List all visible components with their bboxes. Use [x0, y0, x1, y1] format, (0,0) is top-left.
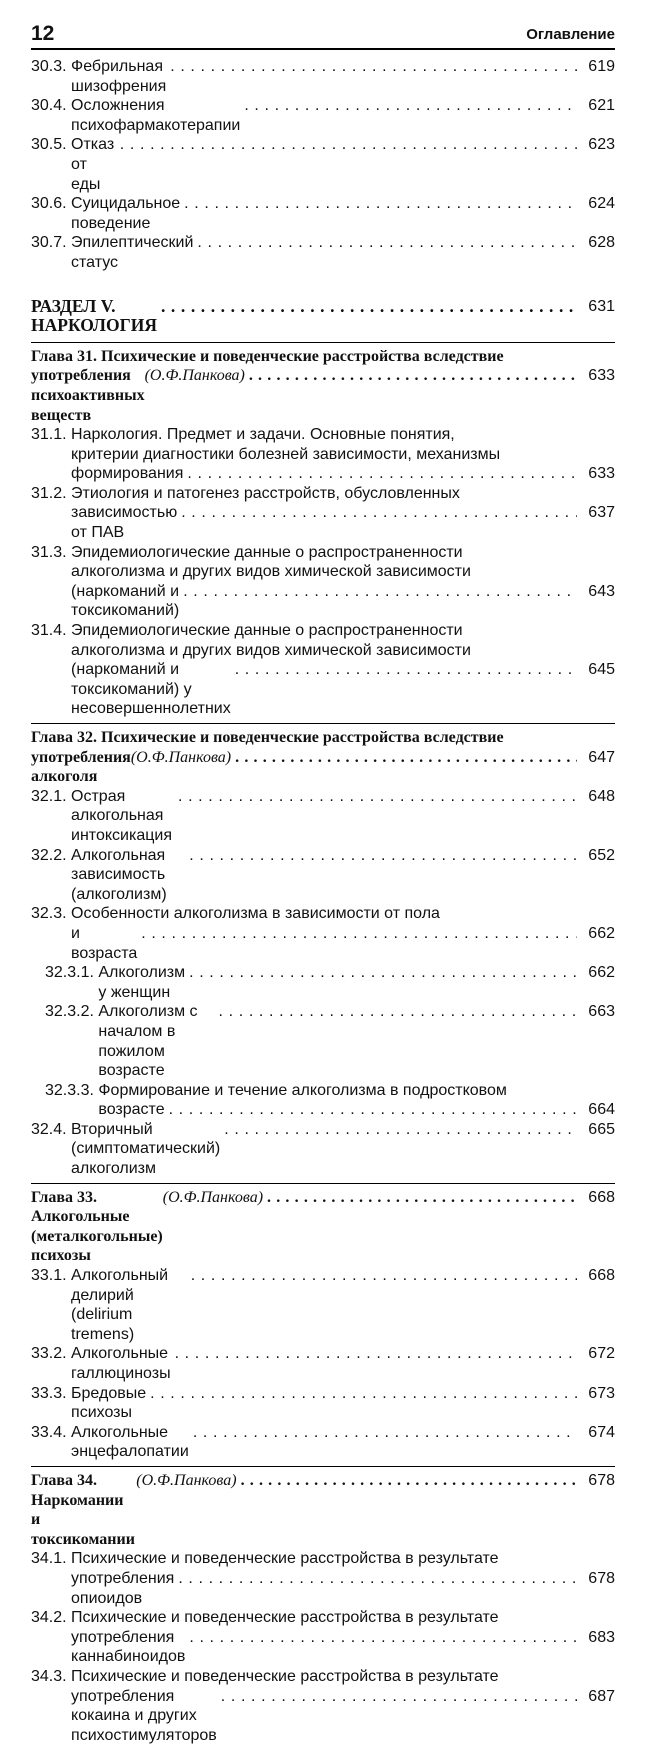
entry-title-line: Алкогольная зависимость (алкоголизм): [71, 846, 185, 905]
entry-number: 30.6.: [31, 194, 71, 214]
entry-body: [71, 1667, 615, 1745]
chapter-title-line: Глава 34. Наркомании и токсикомании: [31, 1471, 136, 1549]
toc-line: [71, 1608, 615, 1628]
chapter-body: [31, 728, 615, 787]
entry-number: 32.3.: [31, 904, 71, 924]
leader-dots: [181, 503, 577, 542]
page-ref: 673: [581, 1384, 615, 1423]
entry-title-line: Алкоголизм с началом в пожилом возрасте: [98, 1002, 214, 1080]
leader-dots: [189, 1628, 577, 1667]
toc-line: [71, 924, 615, 963]
toc-line: [31, 297, 615, 336]
toc-line: [71, 1628, 615, 1667]
entry-body: [98, 963, 615, 1002]
toc-line: [71, 562, 615, 582]
page-ref: 623: [581, 135, 615, 194]
leader-dots: [244, 96, 577, 135]
part-title: РАЗДЕЛ V. НАРКОЛОГИЯ: [31, 297, 157, 336]
entry-title-line: и возраста: [71, 924, 137, 963]
part-heading[interactable]: [31, 297, 615, 336]
leader-dots: [184, 194, 577, 233]
entry-number: 32.3.3.: [45, 1081, 98, 1101]
leader-dots: [187, 464, 577, 484]
entry-body: [71, 425, 615, 484]
entry-number: 32.3.1.: [45, 963, 98, 983]
entry-number: 32.4.: [31, 1120, 71, 1140]
entry-title-line: Эпилептический статус: [71, 233, 193, 272]
entry-title-line: Эпидемиологические данные о распространенности: [71, 543, 615, 563]
entry-body: [98, 1081, 615, 1120]
toc-entry[interactable]: [31, 1384, 615, 1423]
toc-entry[interactable]: [31, 57, 615, 96]
entry-title-line: формирования: [71, 464, 183, 484]
entry-number: 31.1.: [31, 425, 71, 445]
toc-line: [71, 846, 615, 905]
toc-line: [31, 1471, 615, 1549]
part-body: [31, 297, 615, 336]
page-ref: 665: [581, 1120, 615, 1179]
chapter-rule: [31, 342, 615, 343]
entry-title-line: употребления опиоидов: [71, 1569, 174, 1608]
entry-title-line: Алкогольные галлюцинозы: [71, 1344, 171, 1383]
page-ref: 678: [581, 1471, 615, 1549]
leader-dots: [193, 1423, 577, 1462]
toc-line: [98, 1002, 615, 1080]
toc-entry[interactable]: [31, 484, 615, 543]
toc-entry[interactable]: [31, 425, 615, 484]
entry-body: [71, 904, 615, 963]
leader-dots: [169, 1100, 577, 1120]
entry-body: [71, 1608, 615, 1667]
entry-number: 33.3.: [31, 1384, 71, 1404]
chapter-author: (О.Ф.Панкова): [131, 748, 231, 787]
toc-line: [71, 425, 615, 445]
entry-number: 33.4.: [31, 1423, 71, 1443]
chapter-body: [31, 1471, 615, 1549]
chapter-author: (О.Ф.Панкова): [136, 1471, 236, 1549]
leader-dots: [224, 1120, 577, 1179]
leader-dots: [120, 135, 577, 194]
page-ref: 631: [581, 297, 615, 336]
entry-body: [71, 57, 615, 96]
page-ref: 672: [581, 1344, 615, 1383]
entry-title-line: зависимостью от ПАВ: [71, 503, 177, 542]
entry-title-line: Осложнения психофармакотерапии: [71, 96, 240, 135]
entry-title-line: Психические и поведенческие расстройства в результате: [71, 1549, 615, 1569]
entry-body: [71, 135, 615, 194]
page-ref: 637: [581, 503, 615, 542]
entry-title-line: алкоголизма и других видов химической зависимости: [71, 562, 615, 582]
entry-number: 32.3.2.: [45, 1002, 98, 1022]
toc-line: [71, 787, 615, 846]
chapter-rule: [31, 1183, 615, 1184]
entry-title-line: Острая алкогольная интоксикация: [71, 787, 174, 846]
toc-line: [71, 233, 615, 272]
page-ref: 687: [581, 1687, 615, 1745]
toc-line: [71, 1549, 615, 1569]
toc-line: [31, 728, 615, 748]
leader-dots: [267, 1188, 577, 1266]
entry-title-line: Психические и поведенческие расстройства в результате: [71, 1608, 615, 1628]
entry-title-line: Наркология. Предмет и задачи. Основные понятия,: [71, 425, 615, 445]
toc-entry[interactable]: [31, 1002, 615, 1080]
page-ref: 624: [581, 194, 615, 233]
toc-line: [71, 543, 615, 563]
entry-number: 33.1.: [31, 1266, 71, 1286]
entry-title-line: Отказ от еды: [71, 135, 116, 194]
leader-dots: [178, 1569, 577, 1608]
toc-entry[interactable]: [31, 194, 615, 233]
entry-title-line: Психические и поведенческие расстройства в результате: [71, 1667, 615, 1687]
chapter-author: (О.Ф.Панкова): [163, 1188, 263, 1266]
toc-line: [71, 582, 615, 621]
toc-entry[interactable]: [31, 1423, 615, 1462]
entry-title-line: (наркоманий и токсикоманий) у несовершеннолетних: [71, 660, 231, 719]
page-ref: 645: [581, 660, 615, 719]
page-ref: 648: [581, 787, 615, 846]
entry-number: 32.1.: [31, 787, 71, 807]
toc-line: [31, 748, 615, 787]
leader-dots: [241, 1471, 577, 1549]
toc-line: [71, 135, 615, 194]
entry-title-line: Этиология и патогенез расстройств, обусловленных: [71, 484, 615, 504]
toc-entry[interactable]: [31, 1608, 615, 1667]
page-ref: 619: [581, 57, 615, 96]
leader-dots: [191, 1266, 577, 1344]
entry-number: 34.3.: [31, 1667, 71, 1687]
entry-title-line: Алкогольный делирий (delirium tremens): [71, 1266, 187, 1344]
page-ref: 683: [581, 1628, 615, 1667]
toc-entry[interactable]: [31, 787, 615, 846]
toc-line: [71, 1687, 615, 1745]
entry-title-line: критерии диагностики болезней зависимости, механизмы: [71, 445, 615, 465]
toc-entry[interactable]: [31, 135, 615, 194]
leader-dots: [150, 1384, 577, 1423]
toc-line: [71, 194, 615, 233]
entry-title-line: Особенности алкоголизма в зависимости от пола: [71, 904, 615, 924]
toc-line: [71, 1120, 615, 1179]
toc-line: [71, 464, 615, 484]
chapter-heading[interactable]: [31, 1471, 615, 1549]
chapter-rule: [31, 1466, 615, 1467]
leader-dots: [189, 846, 577, 905]
entry-number: 31.3.: [31, 543, 71, 563]
chapter-author: (О.Ф.Панкова): [145, 366, 245, 425]
toc-line: [31, 1188, 615, 1266]
leader-dots: [189, 963, 577, 1002]
leader-dots: [249, 366, 577, 425]
toc-line: [31, 347, 615, 367]
leader-dots: [170, 57, 577, 96]
entry-number: 34.2.: [31, 1608, 71, 1628]
entry-title-line: Фебрильная шизофрения: [71, 57, 166, 96]
leader-dots: [235, 748, 577, 787]
page-ref: 668: [581, 1266, 615, 1344]
page-ref: 674: [581, 1423, 615, 1462]
page-ref: 668: [581, 1188, 615, 1266]
toc-line: [71, 1667, 615, 1687]
entry-number: 30.5.: [31, 135, 71, 155]
entry-number: 32.2.: [31, 846, 71, 866]
toc-line: [71, 96, 615, 135]
toc-entry[interactable]: [31, 1344, 615, 1383]
entry-number: 34.1.: [31, 1549, 71, 1569]
entry-title-line: возрасте: [98, 1100, 164, 1120]
entry-number: 31.2.: [31, 484, 71, 504]
entry-title-line: Формирование и течение алкоголизма в подростковом: [98, 1081, 615, 1101]
toc-entry[interactable]: [31, 904, 615, 963]
leader-dots: [235, 660, 577, 719]
page-ref: 663: [581, 1002, 615, 1080]
entry-title-line: Бредовые психозы: [71, 1384, 146, 1423]
toc-line: [71, 57, 615, 96]
chapter-rule: [31, 723, 615, 724]
chapter-heading[interactable]: [31, 1188, 615, 1266]
entry-body: [71, 233, 615, 272]
entry-title-line: Эпидемиологические данные о распространенности: [71, 621, 615, 641]
entry-body: [71, 1120, 615, 1179]
toc-line: [71, 904, 615, 924]
toc-line: [71, 1266, 615, 1344]
entry-title-line: Суицидальное поведение: [71, 194, 180, 233]
leader-dots: [141, 924, 577, 963]
entry-title-line: (наркоманий и токсикоманий): [71, 582, 179, 621]
toc-line: [71, 1423, 615, 1462]
chapter-title-line: употребления психоактивных веществ: [31, 366, 145, 425]
page-ref: 664: [581, 1100, 615, 1120]
leader-dots: [175, 1344, 577, 1383]
page-ref: 633: [581, 366, 615, 425]
entry-title-line: алкоголизма и других видов химической зависимости: [71, 641, 615, 661]
toc-line: [71, 621, 615, 641]
toc-line: [71, 445, 615, 465]
chapter-title-line: Глава 33. Алкогольные (металкогольные) психозы: [31, 1188, 163, 1266]
toc-entry[interactable]: [31, 963, 615, 1002]
entry-number: 30.7.: [31, 233, 71, 253]
toc-entry[interactable]: [31, 233, 615, 272]
toc-entry[interactable]: [31, 543, 615, 621]
entry-title-line: Алкогольные энцефалопатии: [71, 1423, 189, 1462]
page-ref: 678: [581, 1569, 615, 1608]
toc-line: [71, 484, 615, 504]
leader-dots: [219, 1002, 577, 1080]
entry-body: [98, 1002, 615, 1080]
chapter-title-line: Глава 32. Психические и поведенческие расстройства вследствие: [31, 728, 615, 748]
entry-title-line: Алкоголизм у женщин: [98, 963, 185, 1002]
leader-dots: [197, 233, 577, 272]
page-ref: 652: [581, 846, 615, 905]
entry-body: [71, 621, 615, 719]
toc-entry[interactable]: [31, 1266, 615, 1344]
chapter-heading[interactable]: [31, 728, 615, 787]
entry-body: [71, 484, 615, 543]
page-ref: 628: [581, 233, 615, 272]
leader-dots: [183, 582, 577, 621]
toc-entry[interactable]: [31, 1120, 615, 1179]
toc-line: [98, 963, 615, 1002]
leader-dots: [221, 1687, 577, 1745]
chapter-title-line: Глава 31. Психические и поведенческие расстройства вследствие: [31, 347, 615, 367]
page-number: 12: [31, 22, 54, 46]
toc-line: [71, 1384, 615, 1423]
page-header: [31, 22, 615, 44]
toc-entry[interactable]: [31, 846, 615, 905]
toc-entry[interactable]: [31, 1667, 615, 1745]
toc-entry[interactable]: [31, 96, 615, 135]
toc-line: [71, 641, 615, 661]
entry-title-line: употребления кокаина и других психостимуляторов: [71, 1687, 217, 1745]
entry-body: [71, 1344, 615, 1383]
entry-body: [71, 96, 615, 135]
entry-body: [71, 1549, 615, 1608]
running-title: Оглавление: [526, 26, 615, 43]
toc-line: [71, 1569, 615, 1608]
entry-title-line: Вторичный (симптоматический) алкоголизм: [71, 1120, 220, 1179]
entry-body: [71, 1266, 615, 1344]
chapter-heading[interactable]: [31, 347, 615, 425]
table-of-contents: [31, 57, 615, 1745]
page-ref: 643: [581, 582, 615, 621]
page-ref: 662: [581, 924, 615, 963]
toc-line: [71, 660, 615, 719]
entry-number: 30.4.: [31, 96, 71, 116]
entry-body: [71, 194, 615, 233]
header-rule: [31, 48, 615, 50]
entry-title-line: употребления каннабиноидов: [71, 1628, 185, 1667]
entry-number: 30.3.: [31, 57, 71, 77]
leader-dots: [178, 787, 577, 846]
leader-dots: [161, 297, 577, 336]
toc-entry[interactable]: [31, 1549, 615, 1608]
page-ref: 647: [581, 748, 615, 787]
entry-body: [71, 787, 615, 846]
toc-line: [71, 503, 615, 542]
entry-body: [71, 846, 615, 905]
chapter-body: [31, 347, 615, 425]
toc-line: [98, 1100, 615, 1120]
entry-number: 31.4.: [31, 621, 71, 641]
toc-line: [71, 1344, 615, 1383]
entry-body: [71, 1384, 615, 1423]
entry-body: [71, 1423, 615, 1462]
page-ref: 621: [581, 96, 615, 135]
page-ref: 633: [581, 464, 615, 484]
toc-entry[interactable]: [31, 1081, 615, 1120]
chapter-body: [31, 1188, 615, 1266]
entry-number: 33.2.: [31, 1344, 71, 1364]
toc-line: [31, 366, 615, 425]
page-ref: 662: [581, 963, 615, 1002]
entry-body: [71, 543, 615, 621]
chapter-title-line: употребления алкоголя: [31, 748, 131, 787]
toc-entry[interactable]: [31, 621, 615, 719]
toc-line: [98, 1081, 615, 1101]
